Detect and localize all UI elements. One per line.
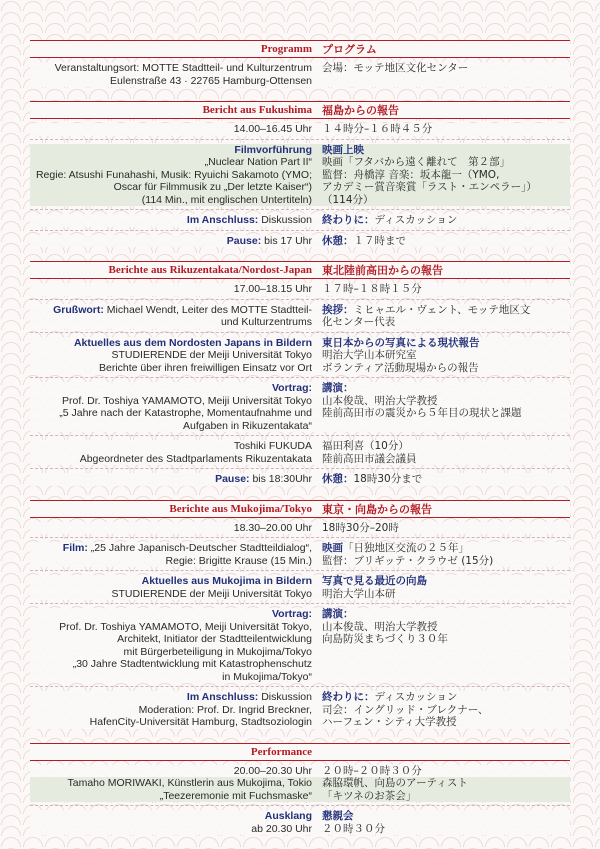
film-de-2: Regie: Atsushi Funahashi, Musik: Ryuichi Sakamoto (YMO; [35,168,312,181]
moderation-row [30,704,570,717]
lecture-row-4 [30,420,570,433]
film-jp-4: （114分） [322,193,374,206]
time-de: 18.30–20.00 Uhr [233,521,312,534]
greeting-label: Grußwort: [53,303,104,316]
greeting-row [30,304,570,317]
film-jp-2: 監督：ブリギッテ・クラウゼ (15分) [322,554,494,567]
discussion-text: Diskussion [261,691,312,703]
closing-row [30,810,570,823]
tea-jp-2: 「キツネのお茶会」 [322,789,417,802]
venue-de-1: Veranstaltungsort: MOTTE Stadtteil- und Kulturzentrum [54,62,312,74]
film-jp-label: 映画 [322,542,343,554]
tea-de-1: Tamaho MORIWAKI, Künstlerin aus Mukojima, Tokio [67,777,312,789]
lecture-de-1: Prof. Dr. Toshiya YAMAMOTO, Meiji Universität Tokyo [62,394,312,407]
lecture-jp-label: 講演： [322,608,354,620]
current-photos-jp-1: 明治大学山本研 [322,587,396,600]
time-de: 14.00–16.45 Uhr [233,123,312,135]
lecture-jp-2: 向島防災まちづくり３０年 [322,633,448,645]
discussion-jp-label: 終わりに： [322,691,375,703]
moderation-jp-2: ハーフェン・シティ大学教授 [322,716,457,728]
pause-jp: 18時30分まで [353,473,423,485]
lecture-row-6 [30,671,570,684]
film-row [30,144,570,157]
current-photos-row-2 [30,588,570,601]
current-photos-row-3 [30,362,570,375]
discussion-jp: ディスカッション [374,691,458,703]
discussion-jp-label: 終わりに： [322,214,375,226]
film-jp-label: 映画上映 [322,143,364,156]
film-row-2 [30,555,570,568]
closing-row-2 [30,823,570,836]
pause-label: Pause: [215,473,250,485]
moderation-jp-1: 司会：イングリッド・ブレクナー、 [322,703,489,716]
pause-row [30,235,570,248]
section-title-jp: 福島からの報告 [322,104,399,117]
current-photos-de-2: Berichte über ihren freiwilligen Einsatz vor Ort [98,361,312,374]
tea-de-2: „Teezeremonie mit Fuchsmaske“ [159,789,312,802]
time-de: 17.00–18.15 Uhr [233,283,312,295]
pause-jp: １７時まで [353,234,406,247]
lecture-row [30,608,570,621]
time-jp: １７時–１８時１５分 [322,283,422,295]
current-photos-title: Aktuelles aus dem Nordosten Japans in Bildern [73,336,312,349]
time-jp: １４時分–１６時４５分 [322,123,433,135]
discussion-label: Im Anschluss: [186,214,259,226]
lecture-de-4: „30 Jahre Stadtentwicklung mit Katastrophenschutz [72,658,312,670]
section-title-de: Berichte aus Rikuzentakata/Nordost-Japan [108,264,312,276]
current-photos-de-1: STUDIERENDE der Meiji Universität Tokyo [111,587,312,600]
lecture-jp-2: 陸前高田市の震災から５年目の現状と課題 [322,407,522,419]
film-line-1 [30,156,570,169]
pause-jp-label: 休憩： [322,473,354,485]
lecture-row [30,382,570,395]
venue-de-2: Eulenstraße 43 · 22765 Hamburg-Ottensen [110,74,312,87]
lecture-jp-label: 講演： [322,382,354,394]
lecture-de-2: Architekt, Initiator der Stadtteilentwicklung [117,633,312,645]
section-title-de: Berichte aus Mukojima/Tokyo [169,502,312,515]
lecture-row-5 [30,658,570,671]
film-jp-1: 「日独地区交流の２５年」 [343,542,469,554]
time-jp: 18時30分–20時 [322,521,399,534]
greeting-de-1: Michael Wendt, Leiter des MOTTE Stadtteil- [106,303,312,316]
lecture-jp-1: 山本俊哉、明治大学教授 [322,620,438,633]
greeting-de-2: und Kulturzentrums [220,316,312,328]
venue-jp: 会場：モッテ地区文化センター [322,62,469,74]
current-photos-jp-title: 写真で見る最近の向島 [322,575,427,587]
tea-row [30,777,570,790]
current-photos-row [30,337,570,350]
film-label: Filmvorführung [234,143,312,156]
section-header-fukushima [30,101,570,119]
lecture-row-3 [30,407,570,420]
lecture-label: Vortrag: [271,608,312,620]
pause-text: bis 18:30Uhr [252,473,312,485]
lecture-de-1: Prof. Dr. Toshiya YAMAMOTO, Meiji Universität Tokyo, [59,620,312,633]
closing-jp-label: 懇親会 [322,810,354,822]
current-photos-jp-2: ボランティア活動現場からの報告 [322,361,479,374]
film-line-3 [30,181,570,194]
film-jp-3: アカデミー賞音楽賞「ラスト・エンペラー」） [322,181,537,193]
pause-row [30,473,570,486]
lecture-de-3: Aufgaben in Rikuzentakata“ [183,419,312,432]
greeting-jp-label: 挨拶： [322,303,354,316]
current-photos-row-2 [30,349,570,362]
time-row [30,765,570,778]
tea-row-2 [30,790,570,803]
greeting-row-2 [30,316,570,329]
section-title-de: Performance [250,745,312,758]
film-de-1: „Nuclear Nation Part II“ [204,156,312,168]
fukuda-row [30,440,570,453]
lecture-row-2 [30,395,570,408]
discussion-label: Im Anschluss: [186,691,259,703]
venue-row [30,62,570,75]
film-jp-2: 監督：舟橋淳 音楽：坂本龍一（YMO, [322,168,500,181]
film-row [30,542,570,555]
section-title-de: Bericht aus Fukushima [202,104,312,116]
pause-label: Pause: [226,234,262,247]
lecture-de-3: mit Bürgerbeteiligung in Mukojima/Tokyo [123,645,312,658]
current-photos-title: Aktuelles aus Mukojima in Bildern [141,575,312,587]
closing-jp: ２０時３０分 [322,822,385,835]
film-label: Film: [62,542,88,554]
section-title-jp: プログラム [322,43,377,56]
section-title-jp: 東京・向島からの報告 [322,502,432,516]
film-jp-1: 映画「フタバから遠く離れて 第２部」 [322,156,511,168]
current-photos-jp-title: 東日本からの写真による現状報告 [322,336,480,349]
venue-row-2 [30,75,570,88]
discussion-jp: ディスカッション [374,214,458,226]
moderation-de-2: HafenCity-Universität Hamburg, Stadtsoziologin [89,716,312,728]
fukuda-row-2 [30,453,570,466]
current-photos-row [30,575,570,588]
time-de: 20.00–20.30 Uhr [233,764,312,777]
film-line-2 [30,169,570,182]
greeting-jp-1: ミヒャエル・ヴェント、モッテ地区文 [353,303,531,316]
program-content [30,30,570,835]
film-line-4 [30,194,570,207]
lecture-label: Vortrag: [271,382,312,394]
lecture-row-2 [30,621,570,634]
lecture-row-3 [30,633,570,646]
fukuda-jp-2: 陸前高田市議会議員 [322,452,417,465]
time-row [30,522,570,535]
time-row [30,283,570,296]
tea-jp-1: 森脇環帆、向島のアーティスト [322,777,468,789]
time-jp: ２０時–２０時３０分 [322,764,422,777]
fukuda-de-1: Toshiki FUKUDA [233,440,312,452]
film-de-2: Regie: Brigitte Krause (15 Min.) [165,554,312,567]
current-photos-de-1: STUDIERENDE der Meiji Universität Tokyo [111,349,312,361]
section-header-performance [30,743,570,761]
film-de-3: Oscar für Filmmusik zu „Der letzte Kaiser“) [113,181,312,193]
section-title-de: Programm [260,43,312,55]
fukuda-de-2: Abgeordneter des Stadtparlaments Rikuzentakata [79,452,312,465]
section-header-mukojima [30,500,570,518]
pause-jp-label: 休憩： [322,234,354,247]
lecture-jp-1: 山本俊哉、明治大学教授 [322,394,438,407]
lecture-de-5: in Mukojima/Tokyo“ [222,670,312,683]
moderation-de-1: Moderation: Prof. Dr. Ingrid Breckner, [138,703,312,716]
discussion-text: Diskussion [261,214,312,226]
current-photos-jp-1: 明治大学山本研究室 [322,349,417,361]
film-de-1: „25 Jahre Japanisch-Deutscher Stadtteildialog“, [90,542,312,554]
time-row [30,123,570,136]
closing-label: Ausklang [264,810,312,822]
lecture-row-4 [30,646,570,659]
fukuda-jp-1: 福田利喜（10分） [322,440,409,452]
section-title-jp: 東北陸前高田からの報告 [322,264,443,277]
section-header-programm [30,40,570,58]
section-header-rikuzentakata [30,261,570,279]
film-de-4: (114 Min., mit englischen Untertiteln) [141,193,312,206]
lecture-de-2: „5 Jahre nach der Katastrophe, Momentaufnahme und [59,407,312,419]
closing-text: ab 20.30 Uhr [251,822,312,835]
discussion-row [30,691,570,704]
moderation-row-2 [30,716,570,729]
greeting-jp-2: 化センター代表 [322,316,396,328]
pause-text: bis 17 Uhr [264,234,312,247]
discussion-row [30,214,570,227]
